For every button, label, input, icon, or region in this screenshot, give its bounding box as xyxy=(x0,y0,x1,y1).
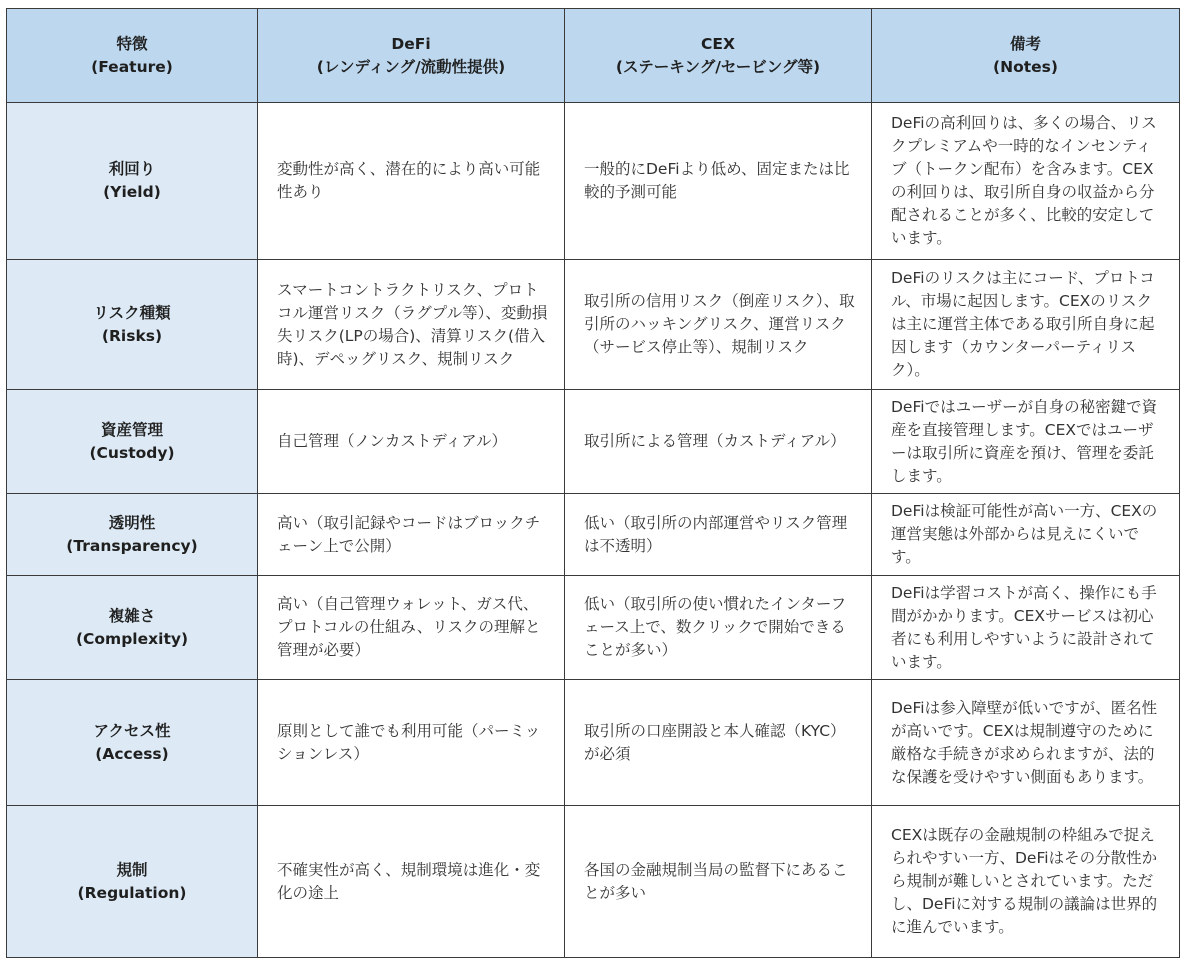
table-row-access xyxy=(7,680,1180,806)
feature-label-en: (Complexity) xyxy=(75,629,189,648)
notes-cell: DeFiではユーザーが自身の秘密鍵で資産を直接管理します。CEXではユーザーは取引所に資産を預け、管理を委託します。 xyxy=(872,390,1180,494)
feature-label-en: (Access) xyxy=(95,744,169,763)
notes-cell: DeFiは参入障壁が低いですが、匿名性が高いです。CEXは規制遵守のために厳格な手続きが求められますが、法的な保護を受けやすい側面もあります。 xyxy=(872,680,1180,806)
cex-cell: 取引所の口座開設と本人確認（KYC）が必須 xyxy=(565,680,872,806)
header-defi-en: (レンディング/流動性提供) xyxy=(316,57,506,76)
defi-cell: スマートコントラクトリスク、プロトコル運営リスク（ラグプル等）、変動損失リスク(LPの場合)、清算リスク(借入時)、デペッグリスク、規制リスク xyxy=(258,260,565,390)
cex-cell: 各国の金融規制当局の監督下にあることが多い xyxy=(565,806,872,958)
header-notes-en: (Notes) xyxy=(993,57,1058,76)
header-cex-en: (ステーキング/セービング等) xyxy=(615,57,821,76)
feature-label-ja: 透明性 xyxy=(108,513,156,532)
defi-cell: 原則として誰でも利用可能（パーミッションレス） xyxy=(258,680,565,806)
cex-cell: 一般的にDeFiより低め、固定または比較的予測可能 xyxy=(565,103,872,260)
header-cex-ja: CEX xyxy=(701,34,735,53)
table-row-regulation xyxy=(7,806,1180,958)
header-feature-en: (Feature) xyxy=(91,57,173,76)
feature-cell xyxy=(7,576,258,680)
cex-cell: 取引所の信用リスク（倒産リスク）、取引所のハッキングリスク、運営リスク（サービス停止等）、規制リスク xyxy=(565,260,872,390)
notes-cell: DeFiは検証可能性が高い一方、CEXの運営実態は外部からは見えにくいです。 xyxy=(872,494,1180,576)
table-row-transparency xyxy=(7,494,1180,576)
feature-label-ja: 複雑さ xyxy=(108,606,156,625)
feature-label-ja: 規制 xyxy=(116,860,148,879)
table-row-risks xyxy=(7,260,1180,390)
table-row-complexity xyxy=(7,576,1180,680)
table-row-custody xyxy=(7,390,1180,494)
feature-cell xyxy=(7,103,258,260)
feature-label-ja: アクセス性 xyxy=(93,721,171,740)
header-feature xyxy=(7,9,258,103)
cex-cell: 取引所による管理（カストディアル） xyxy=(565,390,872,494)
feature-label-en: (Custody) xyxy=(89,443,175,462)
header-feature-ja: 特徴 xyxy=(116,34,148,53)
cex-cell: 低い（取引所の使い慣れたインターフェース上で、数クリックで開始できることが多い） xyxy=(565,576,872,680)
defi-cell: 高い（自己管理ウォレット、ガス代、プロトコルの仕組み、リスクの理解と管理が必要） xyxy=(258,576,565,680)
feature-label-en: (Transparency) xyxy=(66,536,198,555)
feature-label-en: (Risks) xyxy=(101,326,163,345)
header-notes xyxy=(872,9,1180,103)
header-cex xyxy=(565,9,872,103)
feature-label-ja: 利回り xyxy=(108,160,156,178)
feature-cell xyxy=(7,680,258,806)
feature-cell xyxy=(7,806,258,958)
feature-label-ja: リスク種類 xyxy=(93,303,171,322)
notes-cell: DeFiのリスクは主にコード、プロトコル、市場に起因します。CEXのリスクは主に運営主体である取引所自身に起因します（カウンターパーティリスク）。 xyxy=(872,260,1180,390)
feature-label-en: (Yield) xyxy=(103,183,161,201)
feature-cell xyxy=(7,494,258,576)
notes-cell: CEXは既存の金融規制の枠組みで捉えられやすい一方、DeFiはその分散性から規制が難しいとされています。ただし、DeFiに対する規制の議論は世界的に進んでいます。 xyxy=(872,806,1180,958)
defi-cell: 不確実性が高く、規制環境は進化・変化の途上 xyxy=(258,806,565,958)
cex-cell: 低い（取引所の内部運営やリスク管理は不透明） xyxy=(565,494,872,576)
header-defi-ja: DeFi xyxy=(391,34,431,53)
table-body xyxy=(7,103,1180,958)
header-notes-ja: 備考 xyxy=(1009,34,1041,53)
feature-cell xyxy=(7,260,258,390)
header-row xyxy=(7,9,1180,103)
table-row-yield xyxy=(7,103,1180,260)
notes-cell: DeFiは学習コストが高く、操作にも手間がかかります。CEXサービスは初心者にも利用しやすいように設計されています。 xyxy=(872,576,1180,680)
defi-cell: 高い（取引記録やコードはブロックチェーン上で公開） xyxy=(258,494,565,576)
notes-cell: DeFiの高利回りは、多くの場合、リスクプレミアムや一時的なインセンティブ（トークン配布）を含みます。CEXの利回りは、取引所自身の収益から分配されることが多く、比較的安定しています。 xyxy=(872,103,1180,260)
comparison-table-container xyxy=(6,8,1180,958)
header-defi xyxy=(258,9,565,103)
feature-label-ja: 資産管理 xyxy=(100,420,163,439)
defi-cell: 変動性が高く、潜在的により高い可能性あり xyxy=(258,103,565,260)
feature-label-en: (Regulation) xyxy=(77,883,187,902)
feature-cell xyxy=(7,390,258,494)
defi-cex-comparison-table xyxy=(6,8,1180,958)
table-header xyxy=(7,9,1180,103)
defi-cell: 自己管理（ノンカストディアル） xyxy=(258,390,565,494)
